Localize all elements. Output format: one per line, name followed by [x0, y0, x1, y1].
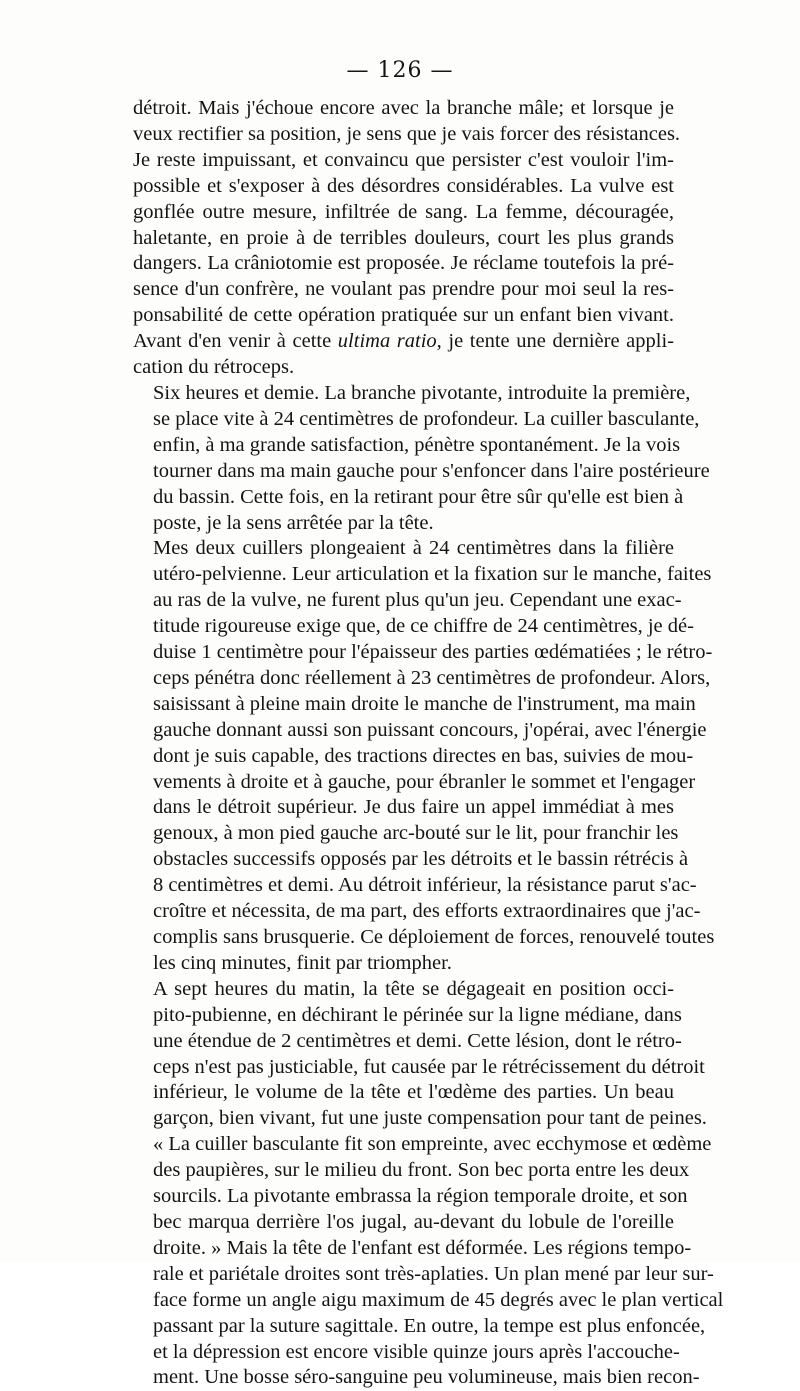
text-line: face forme un angle aigu maximum de 45 degrés avec le plan vertical	[153, 1288, 724, 1311]
text-line: cation du rétroceps.	[133, 356, 295, 379]
text-line: au ras de la vulve, ne furent plus qu'un jeu. Cependant une exac-	[153, 589, 682, 612]
text-line: obstacles successifs opposés par les détroits et le bassin rétrécis à	[153, 848, 689, 871]
text-line: vements à droite et à gauche, pour ébranler le sommet et l'engager	[153, 770, 696, 793]
text-line: Six heures et demie. La branche pivotante, introduite la première,	[153, 381, 691, 404]
text-line: pito-pubienne, en déchirant le périnée sur la ligne médiane, dans	[153, 1003, 682, 1026]
page-number: — 126 —	[346, 58, 454, 83]
text-line: et la dépression est encore visible quinze jours après l'accouche-	[153, 1340, 680, 1363]
text-line: saisissant à pleine main droite le manche de l'instrument, ma main	[153, 692, 696, 715]
text-line: garçon, bien vivant, fut une juste compensation pour tant de peines.	[153, 1107, 707, 1130]
text-line: ment. Une bosse séro-sanguine peu volumineuse, mais bien recon-	[153, 1366, 700, 1389]
text-line: ceps n'est pas justiciable, fut causée par le rétrécissement du détroit	[153, 1055, 705, 1078]
text-line: tourner dans ma main gauche pour s'enfoncer dans l'aire postérieure	[153, 459, 710, 482]
text-line: ceps pénétra donc réellement à 23 centimètres de profondeur. Alors,	[153, 666, 711, 689]
text-line: Avant d'en venir à cette ultima ratio, je tente une dernière appli-	[133, 330, 675, 353]
text-line: des paupières, sur le milieu du front. Son bec porta entre les deux	[153, 1159, 690, 1182]
text-line: veux rectifier sa position, je sens que je vais forcer des résistances.	[133, 122, 681, 145]
text-line: se place vite à 24 centimètres de profondeur. La cuiller basculante,	[153, 407, 700, 430]
text-line: 8 centimètres et demi. Au détroit inférieur, la résistance parut s'ac-	[153, 874, 697, 897]
text-line: genoux, à mon pied gauche arc-bouté sur le lit, pour franchir les	[153, 822, 679, 845]
text-line: bec marqua derrière l'os jugal, au-devant du lobule de l'oreille	[153, 1210, 674, 1233]
text-line: détroit. Mais j'échoue encore avec la branche mâle; et lorsque je	[133, 97, 674, 119]
text-line: une étendue de 2 centimètres et demi. Cette lésion, dont le rétro-	[153, 1029, 682, 1052]
body-text	[133, 96, 724, 1391]
text-line: du bassin. Cette fois, en la retirant pour être sûr qu'elle est bien à	[153, 485, 684, 508]
text-line: « La cuiller basculante fit son empreinte, avec ecchymose et œdème	[153, 1133, 712, 1156]
text-line: passant par la suture sagittale. En outre, la tempe est plus enfoncée,	[153, 1314, 706, 1337]
text-line: dont je suis capable, des tractions directes en bas, suivies de mou-	[153, 744, 694, 767]
text-line: ponsabilité de cette opération pratiquée sur un enfant bien vivant.	[133, 304, 674, 327]
text-line: Mes deux cuillers plongeaient à 24 centimètres dans la filière	[153, 537, 674, 560]
text-line: droite. » Mais la tête de l'enfant est déformée. Les régions tempo-	[153, 1236, 692, 1259]
text-line: croître et nécessita, de ma part, des efforts extraordinaires que j'ac-	[153, 900, 701, 923]
text-line: rale et pariétale droites sont très-aplaties. Un plan mené par leur sur-	[153, 1262, 714, 1285]
text-line: inférieur, le volume de la tête et l'œdème des parties. Un beau	[153, 1081, 674, 1104]
text-line: dans le détroit supérieur. Je dus faire un appel immédiat à mes	[153, 796, 674, 819]
paragraph	[133, 977, 707, 1132]
text-line: sence d'un confrère, ne voulant pas prendre pour moi seul la res-	[133, 278, 674, 301]
paragraph	[133, 381, 710, 536]
text-line: utéro-pelvienne. Leur articulation et la fixation sur le manche, faites	[153, 563, 712, 586]
text-line: les cinq minutes, finit par triompher.	[153, 951, 452, 974]
text-line: haletante, en proie à de terribles douleurs, court les plus grands	[133, 226, 674, 249]
text-line: Je reste impuissant, et convaincu que persister c'est vouloir l'im-	[133, 148, 674, 171]
text-line: sourcils. La pivotante embrassa la région temporale droite, et son	[153, 1185, 688, 1208]
text-line: complis sans brusquerie. Ce déploiement de forces, renouvelé toutes	[153, 926, 715, 948]
text-line: poste, je la sens arrêtée par la tête.	[153, 511, 434, 534]
text-line: titude rigoureuse exige que, de ce chiffre de 24 centimètres, je dé-	[153, 615, 694, 638]
text-line: possible et s'exposer à des désordres considérables. La vulve est	[133, 174, 674, 197]
paragraph	[133, 536, 715, 976]
text-line: duise 1 centimètre pour l'épaisseur des parties œdématiées ; le rétro-	[153, 641, 713, 664]
paragraph	[133, 96, 681, 381]
text-line: A sept heures du matin, la tête se dégageait en position occi-	[153, 977, 674, 1000]
text-line: gonflée outre mesure, infiltrée de sang. La femme, découragée,	[133, 200, 674, 223]
text-line: dangers. La crâniotomie est proposée. Je réclame toutefois la pré-	[133, 252, 674, 275]
text-line: enfin, à ma grande satisfaction, pénètre spontanément. Je la vois	[153, 433, 681, 456]
text-line: gauche donnant aussi son puissant concours, j'opérai, avec l'énergie	[153, 718, 707, 741]
